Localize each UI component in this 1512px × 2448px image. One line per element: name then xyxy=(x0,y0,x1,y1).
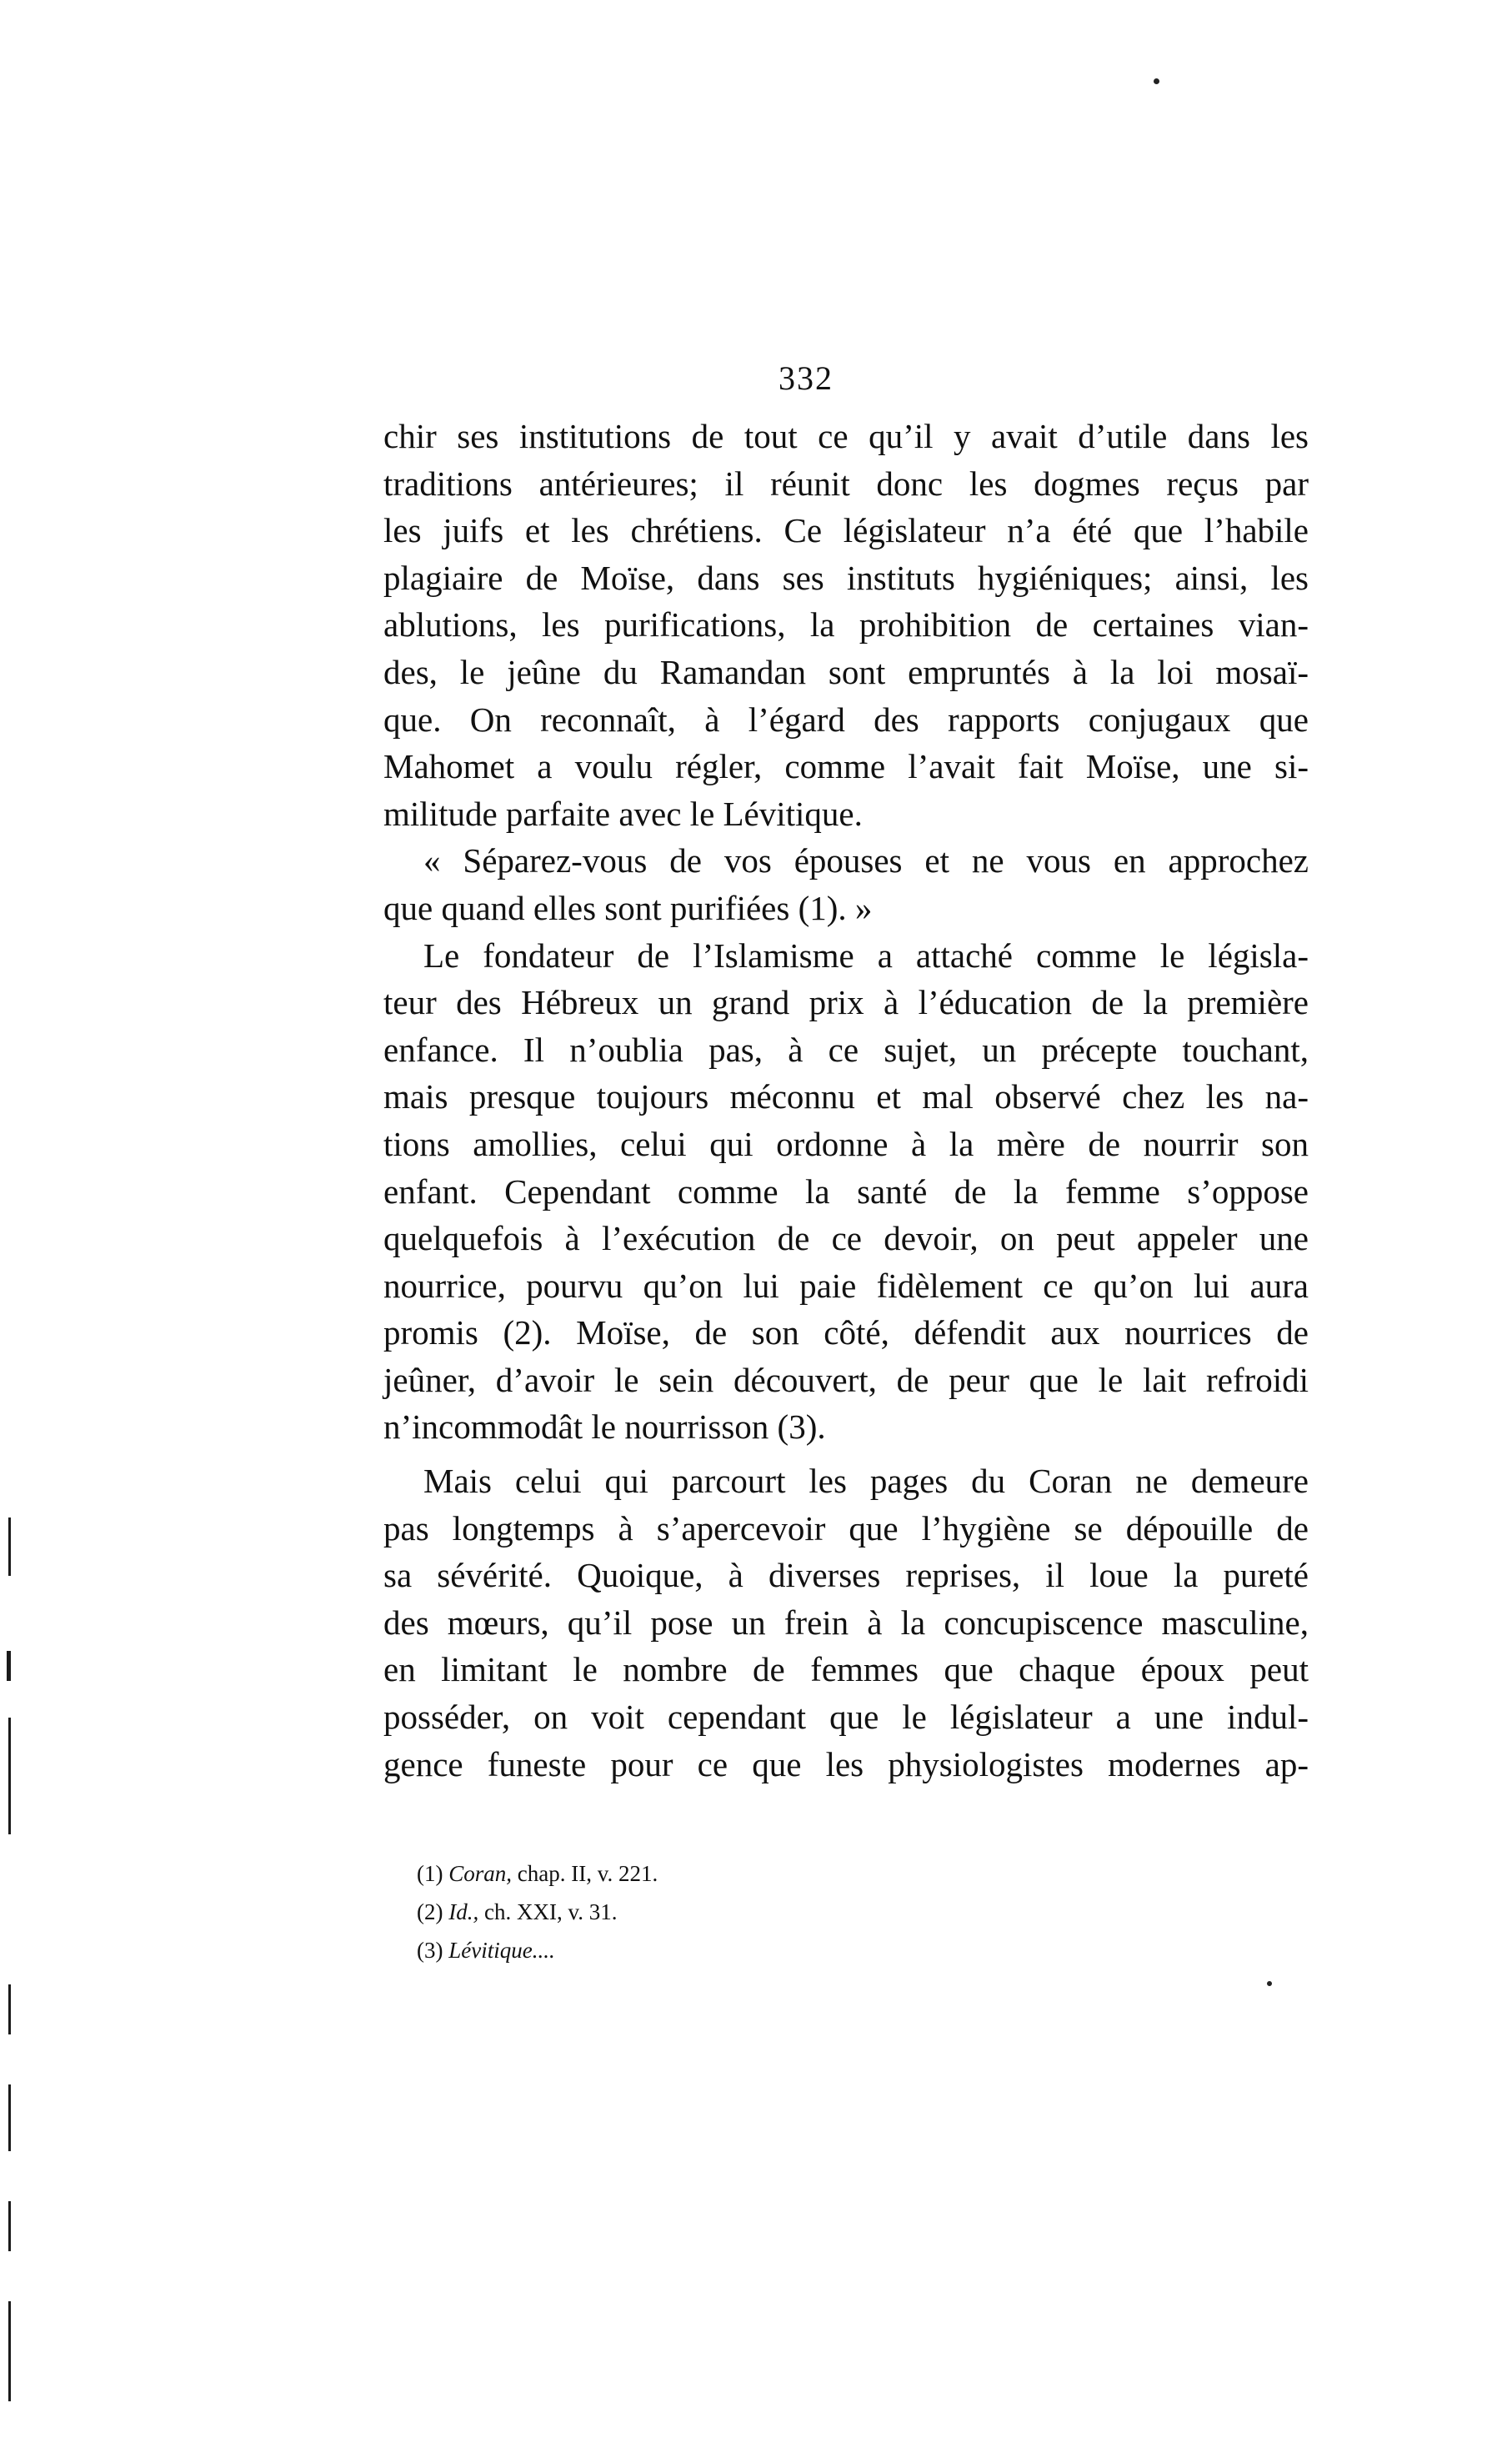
footnote-3 xyxy=(417,1931,917,1969)
text-line: mais presque toujours méconnu et mal observé chez les na- xyxy=(383,1077,1309,1116)
ink-speck xyxy=(1267,1981,1272,1986)
footnote-ref: (2) xyxy=(417,1899,443,1924)
text-line: traditions antérieures; il réunit donc les dogmes reçus par xyxy=(383,464,1309,503)
scan-margin-line xyxy=(8,1984,11,2034)
text-line: enfant. Cependant comme la santé de la femme s’oppose xyxy=(383,1171,1309,1211)
scan-margin-line xyxy=(8,1517,11,1576)
text-line: Le fondateur de l’Islamisme a attaché comme le législa- xyxy=(423,936,1309,975)
text-line: jeûner, d’avoir le sein découvert, de peur que le lait refroidi xyxy=(383,1360,1309,1399)
scan-margin-line xyxy=(8,2301,11,2401)
text-line: teur des Hébreux un grand prix à l’éducation de la première xyxy=(383,983,1309,1022)
body-text xyxy=(383,413,1309,1788)
footnote-ref: (1) xyxy=(417,1861,443,1886)
text-line: des, le jeûne du Ramandan sont empruntés à la loi mosaï- xyxy=(383,652,1309,691)
text-line: quelquefois à l’exécution de ce devoir, on peut appeler une xyxy=(383,1219,1309,1258)
scan-margin-line xyxy=(8,2084,11,2151)
text-line: posséder, on voit cependant que le législateur a une indul- xyxy=(383,1698,1309,1737)
text-line: tions amollies, celui qui ordonne à la mère de nourrir son xyxy=(383,1124,1309,1163)
text-line: pas longtemps à s’apercevoir que l’hygiène se dépouille de xyxy=(383,1508,1309,1548)
footnote-ref: (3) xyxy=(417,1938,443,1963)
text-line: gence funeste pour ce que les physiologistes modernes ap- xyxy=(383,1744,1309,1783)
text-line: sa sévérité. Quoique, à diverses reprises, il loue la pureté xyxy=(383,1556,1309,1595)
text-line: chir ses institutions de tout ce qu’il y avait d’utile dans les xyxy=(383,417,1309,455)
footnote-2 xyxy=(417,1893,917,1931)
quotation-line: que quand elles sont purifiées (1). » xyxy=(383,888,873,927)
footnote-source: Lévitique.... xyxy=(448,1938,555,1963)
text-line: Mais celui qui parcourt les pages du Coran ne demeure xyxy=(423,1462,1309,1501)
text-line: enfance. Il n’oublia pas, à ce sujet, un précepte touchant, xyxy=(383,1030,1309,1069)
text-line: en limitant le nombre de femmes que chaque époux peut xyxy=(383,1650,1309,1689)
text-line: promis (2). Moïse, de son côté, défendit aux nourrices de xyxy=(383,1313,1309,1352)
scan-margin-line xyxy=(8,1718,11,1834)
text-line: Mahomet a voulu régler, comme l’avait fait Moïse, une si- xyxy=(383,747,1309,786)
footnote-detail: ch. XXI, v. 31. xyxy=(478,1899,618,1924)
paragraph-gap xyxy=(383,1451,1309,1457)
scan-margin-line xyxy=(7,1651,11,1681)
scan-margin-line xyxy=(8,2201,11,2251)
quotation-line: « Séparez-vous de vos épouses et ne vous en approchez xyxy=(423,841,1309,880)
footnote-source: Coran, xyxy=(448,1861,513,1886)
text-line: les juifs et les chrétiens. Ce législateur n’a été que l’habile xyxy=(383,511,1309,550)
footnote-detail: chap. II, v. 221. xyxy=(512,1861,658,1886)
text-line: plagiaire de Moïse, dans ses instituts hygiéniques; ainsi, les xyxy=(383,558,1309,597)
text-line: des mœurs, qu’il pose un frein à la concupiscence masculine, xyxy=(383,1603,1309,1642)
footnote-1 xyxy=(417,1854,917,1893)
text-line: n’incommodât le nourrisson (3). xyxy=(383,1407,826,1447)
text-line: nourrice, pourvu qu’on lui paie fidèlement ce qu’on lui aura xyxy=(383,1266,1309,1305)
text-line: que. On reconnaît, à l’égard des rapports conjugaux que xyxy=(383,700,1309,739)
footnote-source: Id., xyxy=(448,1899,479,1924)
text-line: ablutions, les purifications, la prohibition de certaines vian- xyxy=(383,605,1309,645)
ink-speck xyxy=(1154,78,1159,84)
page-number: 332 xyxy=(779,359,834,397)
footnotes xyxy=(417,1854,917,1969)
text-line: militude parfaite avec le Lévitique. xyxy=(383,794,863,833)
